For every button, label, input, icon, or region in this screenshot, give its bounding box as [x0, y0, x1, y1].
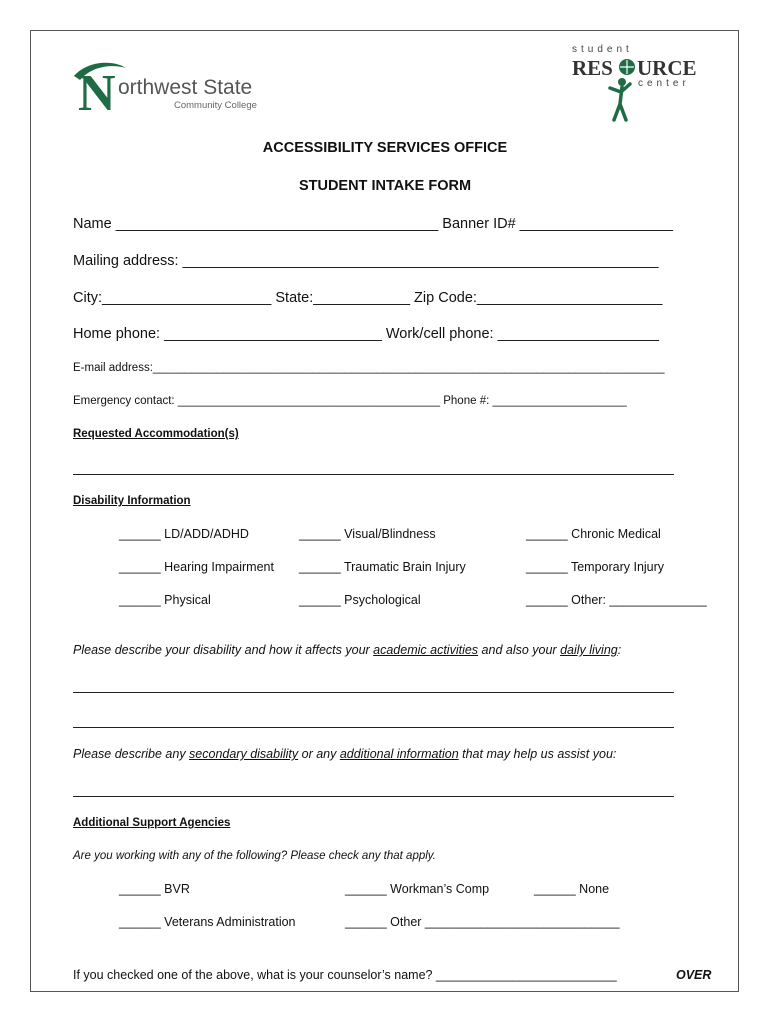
globe-icon [618, 58, 636, 76]
check-other-agency[interactable]: ______ Other ____________________________ [345, 915, 620, 929]
logo-subname: Community College [174, 100, 257, 111]
phone-field[interactable]: Home phone: ___________________________ Work/cell phone: ____________________ [73, 326, 659, 342]
describe-disability-line-2[interactable] [73, 727, 674, 728]
form-subtitle: STUDENT INTAKE FORM [298, 178, 472, 194]
check-other-disability[interactable]: ______ Other: ______________ [526, 593, 707, 607]
mailing-address-field[interactable]: Mailing address: ___________________________________________________________ [73, 253, 659, 269]
secondary-disability-line[interactable] [73, 796, 674, 797]
logo-word-urce: URCE [637, 56, 697, 80]
check-ld-add-adhd[interactable]: ______ LD/ADD/ADHD [119, 527, 249, 541]
name-banner-field[interactable]: Name ________________________________________ Banner ID# ___________________ [73, 216, 673, 232]
page-border [30, 30, 739, 992]
disability-heading: Disability Information [73, 495, 191, 507]
agencies-prompt: Are you working with any of the following? Please check any that apply. [73, 850, 436, 862]
check-physical[interactable]: ______ Physical [119, 593, 211, 607]
figure-icon [604, 76, 634, 122]
emergency-contact-field[interactable]: Emergency contact: _________________________________________ Phone #: _____________________ [73, 395, 627, 407]
check-psychological[interactable]: ______ Psychological [299, 593, 421, 607]
check-hearing-impairment[interactable]: ______ Hearing Impairment [119, 560, 274, 574]
describe-disability-prompt: Please describe your disability and how it affects your academic activities and also your daily living: [73, 643, 622, 657]
logo-name: orthwest State [118, 76, 253, 99]
check-none[interactable]: ______ None [534, 882, 610, 896]
check-chronic-medical[interactable]: ______ Chronic Medical [526, 527, 661, 541]
check-traumatic-brain-injury[interactable]: ______ Traumatic Brain Injury [299, 560, 466, 574]
accommodations-line[interactable] [73, 474, 674, 475]
counselor-name-field[interactable]: If you checked one of the above, what is your counselor’s name? __________________________ [73, 968, 617, 982]
logo-word-student: student [572, 44, 633, 55]
describe-disability-line-1[interactable] [73, 692, 674, 693]
check-visual-blindness[interactable]: ______ Visual/Blindness [299, 527, 436, 541]
agencies-heading: Additional Support Agencies [73, 817, 231, 829]
logo-letter-n: N [78, 65, 116, 122]
secondary-disability-prompt: Please describe any secondary disability or any additional information that may help us assist you: [73, 747, 617, 761]
form-title: ACCESSIBILITY SERVICES OFFICE [262, 140, 508, 156]
check-workmans-comp[interactable]: ______ Workman’s Comp [345, 882, 490, 896]
student-resource-center-logo [568, 44, 708, 124]
logo-word-res: RES [572, 56, 613, 80]
check-bvr[interactable]: ______ BVR [119, 882, 190, 896]
city-state-zip-field[interactable]: City:_____________________ State:____________ Zip Code:_______________________ [73, 290, 663, 306]
check-temporary-injury[interactable]: ______ Temporary Injury [526, 560, 665, 574]
check-veterans-administration[interactable]: ______ Veterans Administration [119, 915, 296, 929]
accommodations-heading: Requested Accommodation(s) [73, 428, 239, 440]
logo-word-center: center [638, 78, 690, 89]
over-label: OVER [676, 968, 712, 982]
northwest-state-logo [70, 58, 270, 124]
email-field[interactable]: E-mail address:________________________________________________________________________________ [73, 362, 665, 374]
